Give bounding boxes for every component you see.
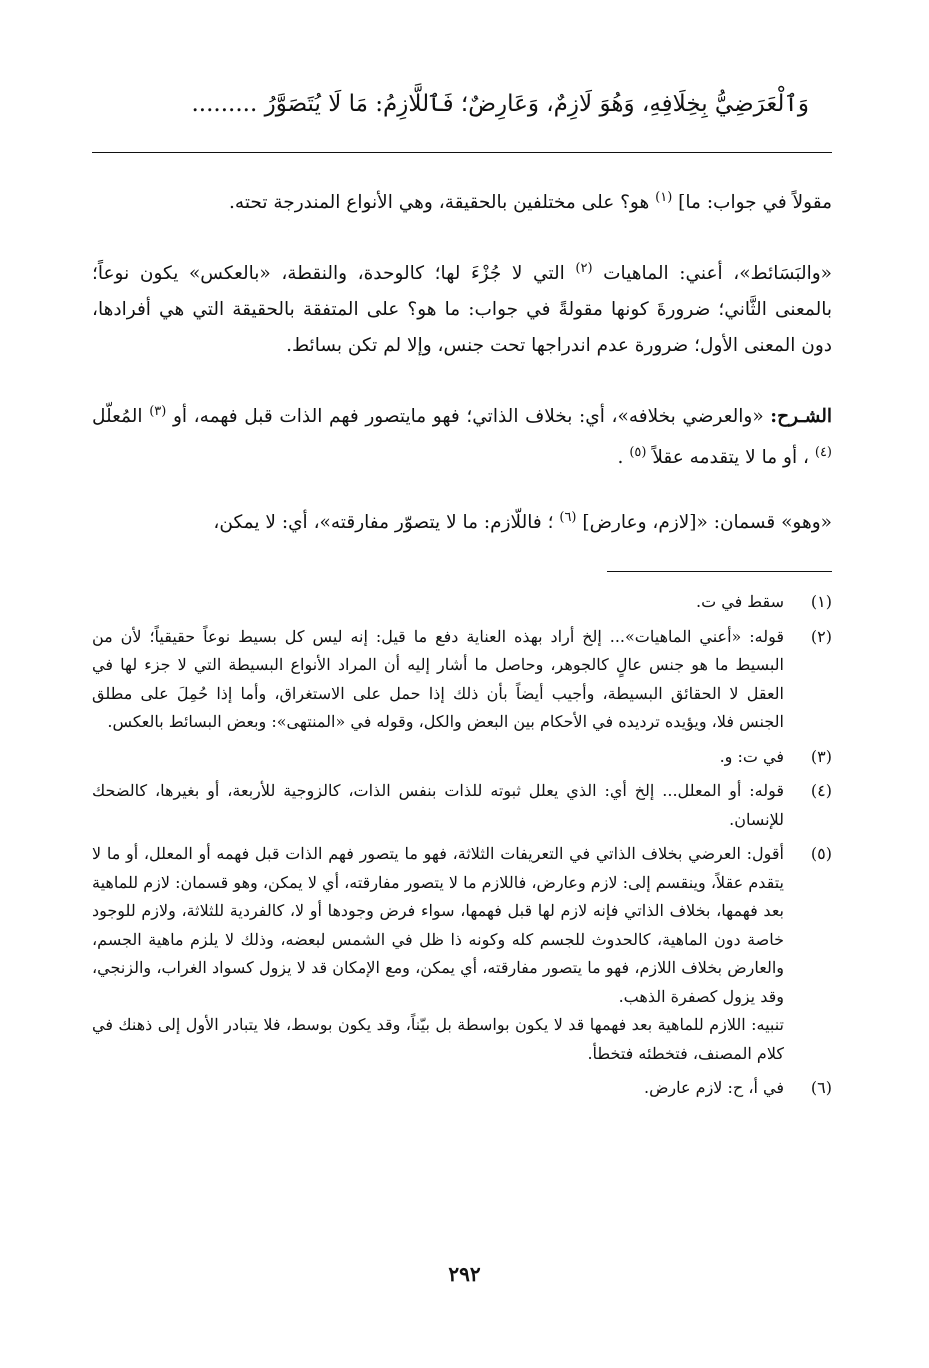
text-segment: «وهو» قسمان: «[لازم، وعارض]	[582, 512, 832, 534]
text-segment: التي لا جُزْءَ لها؛ كالوحدة، والنقطة، «بالعكس» يكون نوعاً؛ بالمعنى الثَّاني؛ ضرورةَ كونها مقولةً في جواب: ما هو؟ على المتفقة بالحقيقة التي هي أفرادها، دون المعنى الأول؛ ضرورة عدم اندراجها تحت جنس، وإلا لم تكن بسائط.	[92, 263, 832, 357]
footnote-number: (٤)	[810, 781, 832, 800]
footnote-item	[92, 588, 832, 617]
page-number: ٢٩٢	[448, 1262, 481, 1286]
footnote-item	[92, 1074, 832, 1103]
footnote-item	[92, 777, 832, 834]
footnote-number: (١)	[810, 592, 832, 611]
footnote-text: قوله: «أعني الماهيات»... إلخ أراد بهذه العناية دفع ما قيل: إنه ليس كل بسيط نوعاً حقيقياً؛ لأن من البسيط ما هو جنس عالٍ كالجوهر، وحاصل ما أشار إليه أن المراد الأنواع البسيطة التي لا جزء لها في العقل لا الحقائق البسيطة، وأجيب أيضاً بأن ذلك إذا حمل على الاستغراق، وأما إذا حُمِلَ على مطلق الجنس فلا، ويؤيده ترديده في الأحكام بين البعض والكل، وقوله في «المنتهى»: وبعض البسائط بالعكس.	[92, 626, 784, 731]
body-paragraph-commentary	[92, 394, 832, 476]
footnote-text: في أ، ح: لازم عارض.	[644, 1078, 784, 1097]
footnote-number: (٣)	[810, 746, 832, 766]
footnote-item	[92, 840, 832, 1068]
text-segment: .	[617, 447, 624, 469]
footnote-number: (٢)	[810, 626, 832, 646]
footnote-text: أقول: العرضي بخلاف الذاتي في التعريفات الثلاثة، فهو ما يتصور فهم الذات قبل فهمه أو المعلل، أو ما لا يتقدم عقلاً، وينقسم إلى: لازم وعارض، فاللازم ما لا يتصور مفارقته، أي لا يمكن، وهو قسمان: لازم للماهية بعد فهمها، بخلاف الذاتي فإنه لازم لها قبل فهمها، سواء فرض وجودها أو لا، كالفردية للثلاثة، ولازم للوجود خاصة دون الماهية، كالحدوث للجسم كله وكونه ذا ظل في الشمس لبعضه، وذلك لا يلزم ماهية الجسم، والعارض بخلاف اللازم، فهو ما يتصور مفارقته، أي يمكن، ومع الإمكان قد لا يزول كسواد الغراب، والزنجي، وقد يزول كصفرة الذهب.	[92, 844, 784, 1006]
text-segment: ؛ فاللّازم: ما لا يتصوّر مفارقته»، أي: لا يمكن،	[213, 512, 554, 534]
text-segment: ، أو ما لا يتقدمه عقلاً	[652, 447, 809, 469]
matn-text: وَٱلْعَرَضِيُّ بِخِلَافِهِ، وَهُوَ لَازِمٌ، وَعَارِضٌ؛ فَٱللَّازِمُ: مَا لَا يُتَصَوَّرُ	[264, 91, 809, 117]
body-paragraph-1	[92, 180, 832, 221]
text-segment: مقولاً في جواب: ما]	[678, 192, 832, 214]
body-paragraph-2	[92, 251, 832, 364]
text-segment: «والبَسَائط»، أعني: الماهيات	[603, 263, 832, 285]
footnote-ref: (٣)	[149, 404, 167, 419]
footnote-text: في ت: و.	[719, 746, 784, 766]
footnote-ref: (٥)	[629, 445, 647, 461]
matn-dots: .........	[191, 91, 258, 117]
sharh-label: الشـرح:	[770, 406, 832, 428]
footnotes	[92, 588, 832, 1109]
footnote-note-tanbih: تنبيه: اللازم للماهية بعد فهمها قد لا يكون بواسطة بل بيّناً، وقد يكون بوسط، فلا يتبادر الأول إلى ذهنك في كلام المصنف، فتخطئه فتخطأ.	[92, 1015, 784, 1063]
footnote-item	[92, 743, 832, 772]
text-segment: هو؟ على مختلفين بالحقيقة، وهي الأنواع المندرجة تحته.	[229, 192, 650, 214]
header-divider	[92, 152, 832, 153]
footnote-text: قوله: أو المعلل... إلخ أي: الذي يعلل ثبوته للذات بنفس الذات، كالزوجية للأربعة، أو بغيرها، كالضحك للإنسان.	[92, 781, 784, 829]
footnote-divider	[607, 571, 832, 572]
text-segment: المُعلّل	[92, 406, 143, 428]
footnote-ref: (١)	[655, 190, 673, 205]
footnote-ref: (٦)	[559, 510, 577, 525]
footnote-number: (٦)	[810, 1078, 832, 1097]
footnote-text: سقط في ت.	[696, 592, 784, 611]
footnote-number: (٥)	[810, 844, 832, 863]
matn-text-line	[100, 84, 809, 124]
text-segment: «والعرضي بخلافه»، أي: بخلاف الذاتي؛ فهو مايتصور فهم الذات قبل فهمه، أو	[172, 406, 764, 428]
footnote-ref: (٤)	[814, 445, 832, 461]
footnote-item	[92, 623, 832, 737]
body-paragraph-4	[92, 500, 832, 541]
footnote-ref: (٢)	[575, 261, 593, 276]
